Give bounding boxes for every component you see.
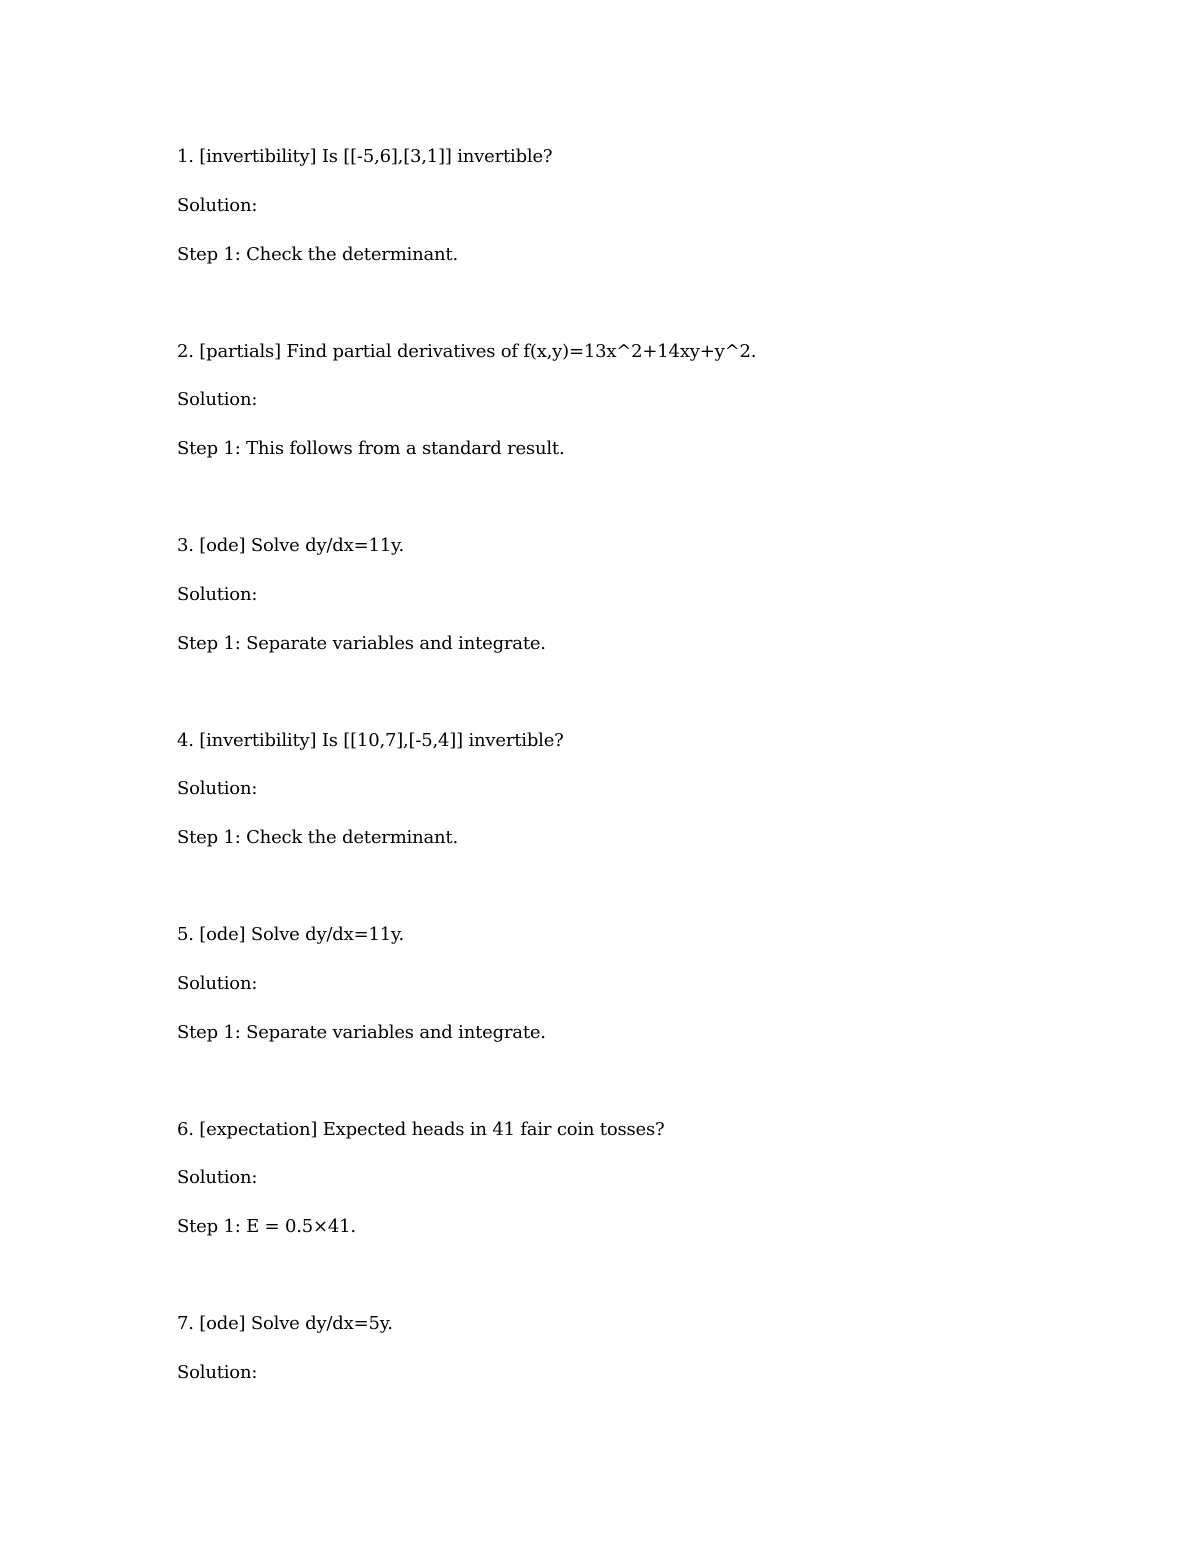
problem-3	[177, 533, 1077, 728]
solution-step: Step 1: Check the determinant.	[177, 827, 458, 849]
problem-5	[177, 922, 1077, 1117]
problem-question: 6. [expectation] Expected heads in 41 fair coin tosses?	[177, 1118, 665, 1140]
solution-label: Solution:	[177, 778, 258, 800]
solution-step: Step 1: Separate variables and integrate.	[177, 1021, 546, 1043]
solution-label: Solution:	[177, 1167, 258, 1189]
solution-label: Solution:	[177, 1361, 258, 1383]
problem-question: 5. [ode] Solve dy/dx=11y.	[177, 924, 405, 945]
problem-question: 1. [invertibility] Is [[-5,6],[3,1]] invertible?	[177, 146, 553, 167]
problem-1	[177, 144, 1077, 339]
solution-step: Step 1: Separate variables and integrate.	[177, 632, 546, 654]
solution-label: Solution:	[177, 583, 258, 605]
solution-label: Solution:	[177, 972, 258, 994]
problem-6	[177, 1117, 1077, 1312]
solution-step: Step 1: This follows from a standard result.	[177, 438, 565, 460]
solution-step: Step 1: E = 0.5×41.	[177, 1216, 356, 1238]
problem-question: 4. [invertibility] Is [[10,7],[-5,4]] invertible?	[177, 729, 564, 751]
problem-question: 2. [partials] Find partial derivatives of f(x,y)=13x^2+14xy+y^2.	[177, 340, 757, 362]
problem-question: 7. [ode] Solve dy/dx=5y.	[177, 1313, 393, 1334]
solution-label: Solution:	[177, 194, 258, 216]
solution-label: Solution:	[177, 389, 258, 411]
problem-4	[177, 728, 1077, 923]
problem-7	[177, 1311, 1077, 1506]
solution-step: Step 1: Check the determinant.	[177, 243, 458, 265]
document-body	[177, 144, 1077, 1506]
problem-question: 3. [ode] Solve dy/dx=11y.	[177, 535, 405, 556]
problem-2	[177, 339, 1077, 534]
